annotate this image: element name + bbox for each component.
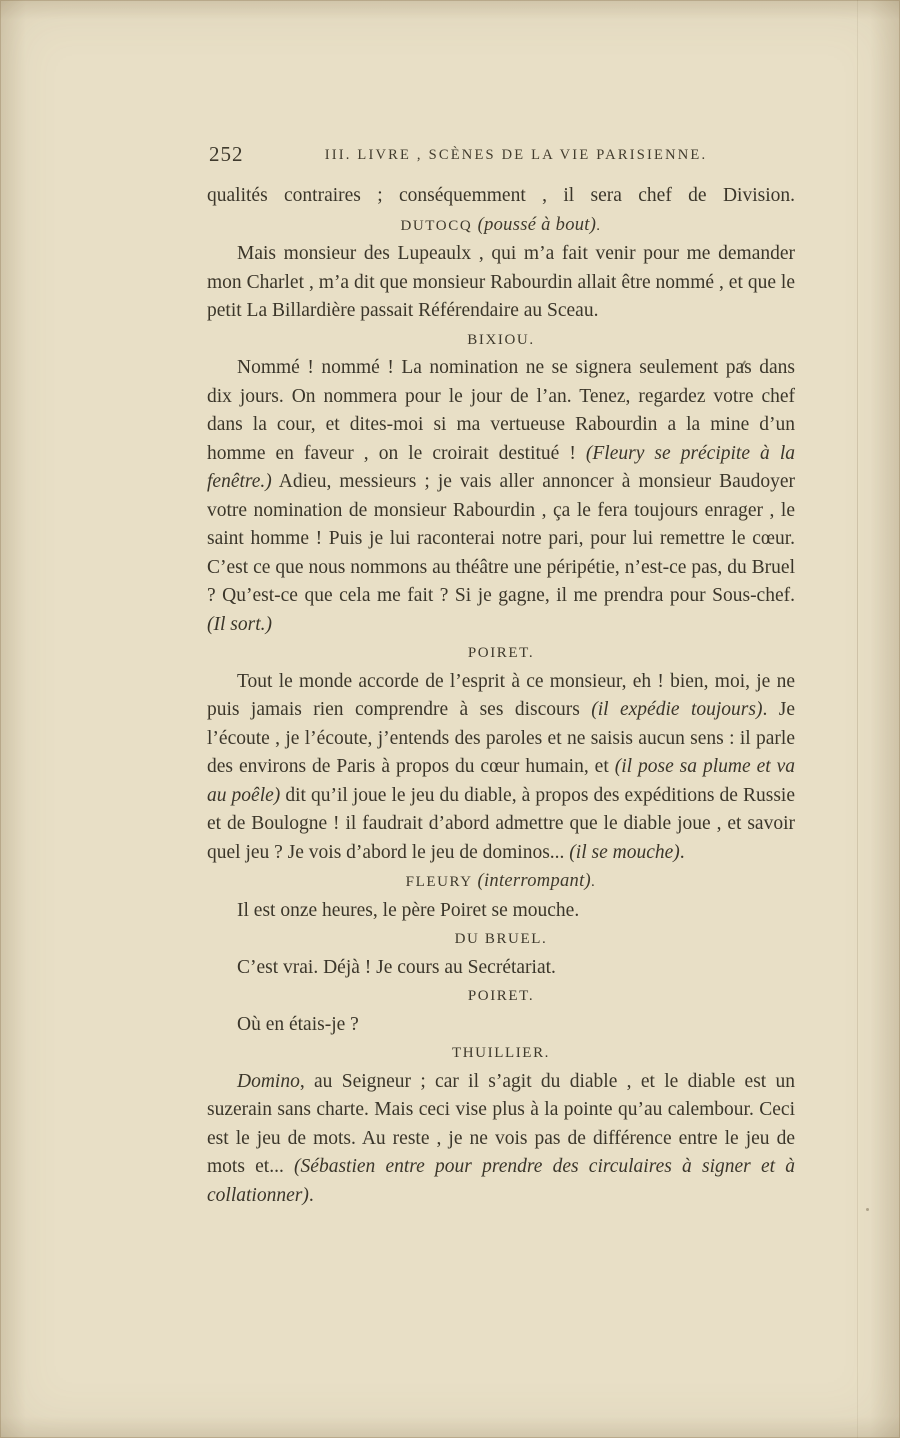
speaker-heading [207,1039,795,1068]
text-run: qualités contraires ; conséquemment , il sera chef de Division. [207,185,795,206]
text-run: Tout le monde accorde de l’esprit à ce monsieur, eh ! bien, moi, je ne puis jamais rien comprendre à ses discours [207,670,795,720]
stage-direction: (poussé à bout) [477,214,597,235]
paragraph [207,182,795,211]
text-run: . [308,1184,314,1206]
text-run: Il est onze heures, le père Poiret se mouche. [237,899,580,921]
paragraph [207,897,795,926]
speaker-heading [207,326,795,355]
text-run: dit qu’il joue le jeu du diable, à propos des expéditions de Russie et de Boulogne ! il faudrait d’abord admettre que le diable joue , et savoir quel jeu ? Je vois d’abord le jeu de dominos... [207,784,795,863]
text-run: . Je l’écoute , je l’écoute, j’entends des paroles et ne saisis aucun sens : il parle des environs de Paris à propos du cœur humain, et [207,699,796,777]
paragraph [207,240,795,326]
text-run: . [596,217,602,234]
stage-direction: (Il sort.) [207,613,272,635]
text-run: Adieu, messieurs ; je vais aller annoncer à monsieur Baudoyer votre nomination de monsieur Rabourdin , ça le fera toujours enrager , le saint homme ! Puis je lui raconterai notre pari, pour lui remettre le cœur. C’est ce que nous nommons au théâtre une péripétie, n’est-ce pas, du Bruel ? Qu’est-ce que cela me fait ? Si je gagne, il me prendra pour Sous-chef. [207,471,795,606]
stage-direction: (il se mouche) [569,841,680,863]
text-run: . [591,874,597,890]
stage-direction: Domino [237,1070,300,1092]
paragraph [207,668,795,868]
text-run: , au Seigneur ; car il s’agit du diable , et le diable est un suzerain sans charte. Mais ceci vise plus à la pointe qu’au calembour. Ceci est le jeu de mots. Au reste , je ne vois pas de différence entre le jeu de mots et... [207,1070,795,1177]
running-title: III. LIVRE , SCÈNES DE LA VIE PARISIENNE. [324,147,708,163]
text-run: . [679,841,685,863]
page-header [207,142,795,172]
page-crease [857,0,858,1438]
stage-direction: (Fleury se précipite à la fenêtre.) [207,442,795,492]
text-run: POIRET. [467,988,535,1004]
text-run: POIRET. [467,645,535,661]
text-run: Mais monsieur des Lupeaulx , qui m’a fait venir pour me demander mon Charlet , m’a dit que monsieur Rabourdin allait être nommé , et que le petit La Billardière passait Référendaire au Sceau. [207,243,795,321]
text-run: BIXIOU. [467,331,535,348]
text-run: Où en étais-je ? [237,1013,359,1035]
speaker-heading [207,211,795,241]
paragraph [207,354,795,639]
paragraph [207,954,795,983]
text-run: THUILLIER. [451,1045,551,1061]
speaker-heading [207,925,795,954]
speaker-heading [207,867,795,897]
stage-direction: (il expédie toujours) [591,699,763,720]
page-number: 252 [209,142,244,166]
speaker-heading [207,982,795,1011]
speaker-heading [207,639,795,668]
stage-direction: (interrompant) [477,871,592,891]
stage-direction: (il pose sa plume et va au poêle) [207,756,795,806]
text-body [207,182,795,1210]
stage-direction: (Sébastien entre pour prendre des circulaires à signer et à collationner) [207,1156,795,1206]
text-run: DU BRUEL. [454,931,548,947]
text-run: FLEURY [405,874,478,890]
text-run: C’est vrai. Déjà ! Je cours au Secrétariat. [237,956,556,978]
text-run: DUTOCQ [400,217,478,234]
paragraph [207,1011,795,1040]
text-run: Nommé ! nommé ! La nomination ne se signera seulement pas dans dix jours. On nommera pour le jour de l’an. Tenez, regardez votre chef dans la cour, et dites-moi si ma vertueuse Rabourdin a la mine d’un homme en faveur , on le croirait destitué ! [207,357,795,464]
paragraph [207,1068,795,1211]
scan-speck [866,1208,869,1211]
